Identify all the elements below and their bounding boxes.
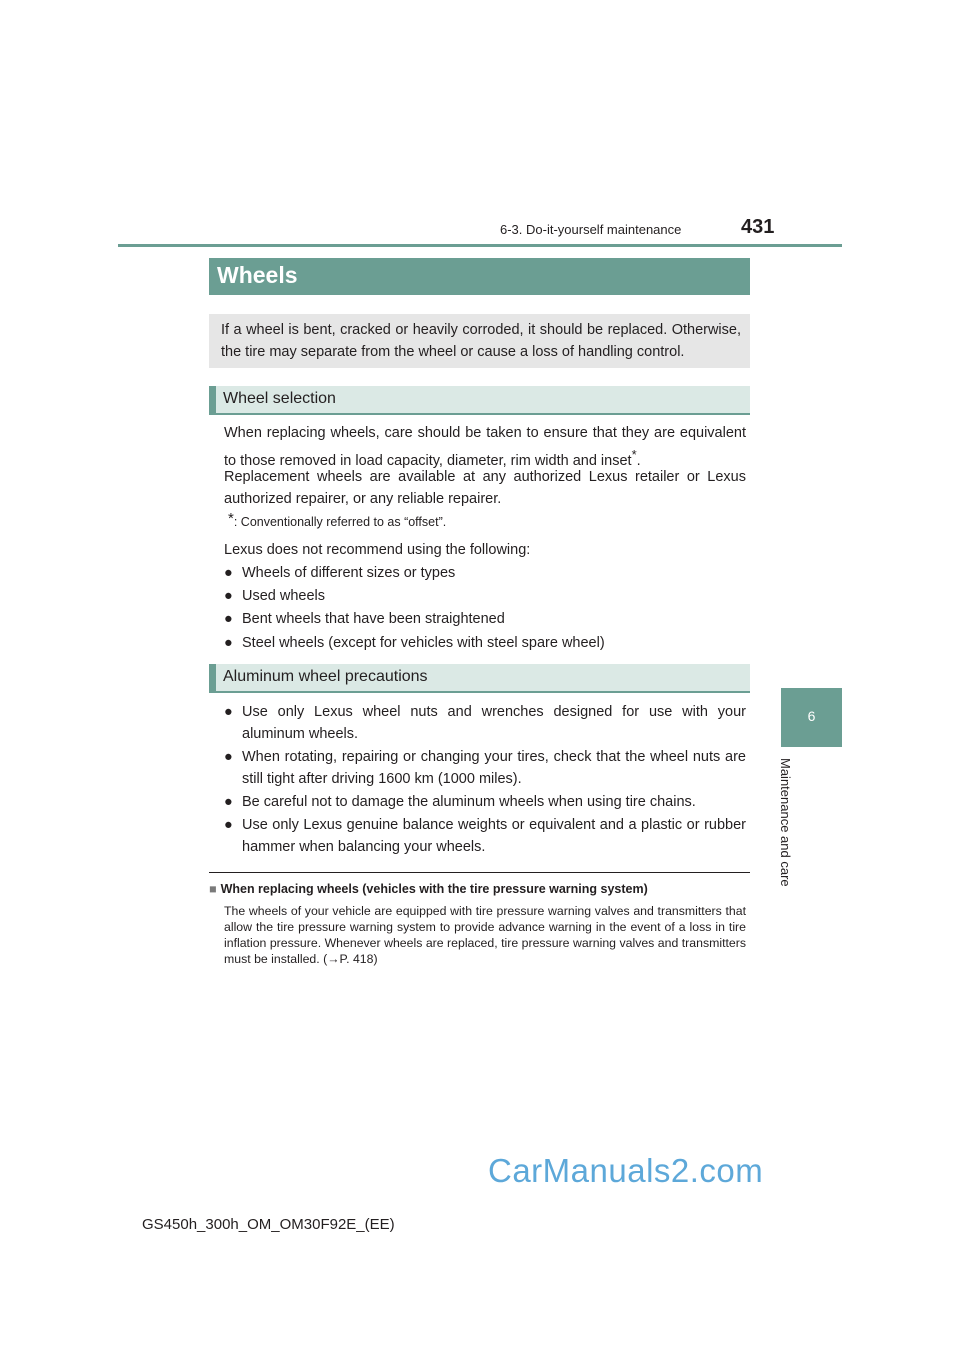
bullet-icon: ● [224, 817, 233, 833]
list-item [224, 585, 746, 607]
page-number: 431 [741, 216, 775, 238]
chapter-label [778, 758, 808, 908]
bullet-icon: ● [224, 749, 233, 765]
page-title-bar [209, 258, 750, 295]
footnote-text: : Conventionally referred to as “offset”. [233, 515, 447, 529]
section-accent-bar [209, 386, 216, 415]
section-heading-text: Aluminum wheel precautions [223, 668, 428, 685]
section-heading-wheel-selection [209, 386, 750, 415]
bullet-icon: ● [224, 794, 233, 810]
list-item-text: Use only Lexus wheel nuts and wrenches designed for use with your aluminum wheels. [242, 704, 746, 742]
section-accent-bar [209, 664, 216, 693]
bullet-icon: ● [224, 611, 233, 627]
footnote-mark: * [228, 510, 234, 527]
intro-text: If a wheel is bent, cracked or heavily corroded, it should be replaced. Otherwise, the tire may separate from the wheel or cause a loss of handling control. [221, 322, 741, 360]
selection-paragraph-3: Lexus does not recommend using the following: [224, 542, 531, 558]
list-item [224, 814, 746, 858]
bullet-icon: ● [224, 635, 233, 651]
section-heading-text: Wheel selection [223, 390, 336, 407]
list-item-text: Use only Lexus genuine balance weights or equivalent and a plastic or rubber hammer when balancing your wheels. [242, 817, 746, 855]
footnote-marker: * [631, 447, 637, 462]
list-item-text: Bent wheels that have been straightened [242, 611, 505, 627]
chapter-label-text: Maintenance and care [778, 758, 793, 887]
note-heading [209, 882, 648, 896]
selection-p1-text: When replacing wheels, care should be taken to ensure that they are equivalent to those removed in load capacity, diameter, rim width and inset [224, 425, 746, 469]
list-item [224, 608, 746, 630]
list-item [224, 632, 746, 654]
intro-box [209, 314, 750, 368]
note-square-icon: ■ [209, 882, 217, 896]
list-item [224, 701, 746, 745]
bullet-icon: ● [224, 588, 233, 604]
note-body: The wheels of your vehicle are equipped with tire pressure warning valves and transmitters that allow the tire pressure warning system to provide advance warning in the event of a loss in tire inflation pressure. Whenever wheels are replaced, tire pressure warning valves and transmitters must be installed. (→P. 418) [224, 904, 746, 966]
document-id: GS450h_300h_OM_OM30F92E_(EE) [142, 1216, 395, 1233]
list-item [224, 746, 746, 790]
selection-paragraph-2: Replacement wheels are available at any authorized Lexus retailer or Lexus authorized repairer, or any reliable repairer. [224, 469, 746, 507]
section-title: 6-3. Do-it-yourself maintenance [500, 222, 682, 237]
selection-p1-end: . [636, 452, 641, 469]
selection-paragraph-1 [224, 422, 746, 472]
note-divider [209, 872, 750, 873]
list-item-text: Be careful not to damage the aluminum wheels when using tire chains. [242, 794, 696, 810]
page-title: Wheels [217, 262, 298, 288]
list-item-text: Wheels of different sizes or types [242, 565, 456, 581]
chapter-number: 6 [807, 708, 816, 724]
chapter-tab[interactable] [781, 688, 842, 747]
watermark: CarManuals2.com [488, 1152, 764, 1189]
header-divider [118, 244, 842, 247]
section-heading-aluminum-wheel [209, 664, 750, 693]
footnote [228, 510, 447, 530]
note-heading-text: When replacing wheels (vehicles with the tire pressure warning system) [220, 882, 648, 896]
list-item [224, 562, 746, 584]
list-item-text: When rotating, repairing or changing your tires, check that the wheel nuts are still tight after driving 1600 km (1000 miles). [242, 749, 746, 787]
list-item-text: Steel wheels (except for vehicles with steel spare wheel) [242, 635, 605, 651]
bullet-icon: ● [224, 565, 233, 581]
list-item-text: Used wheels [242, 588, 326, 604]
bullet-icon: ● [224, 704, 233, 720]
list-item [224, 791, 746, 813]
